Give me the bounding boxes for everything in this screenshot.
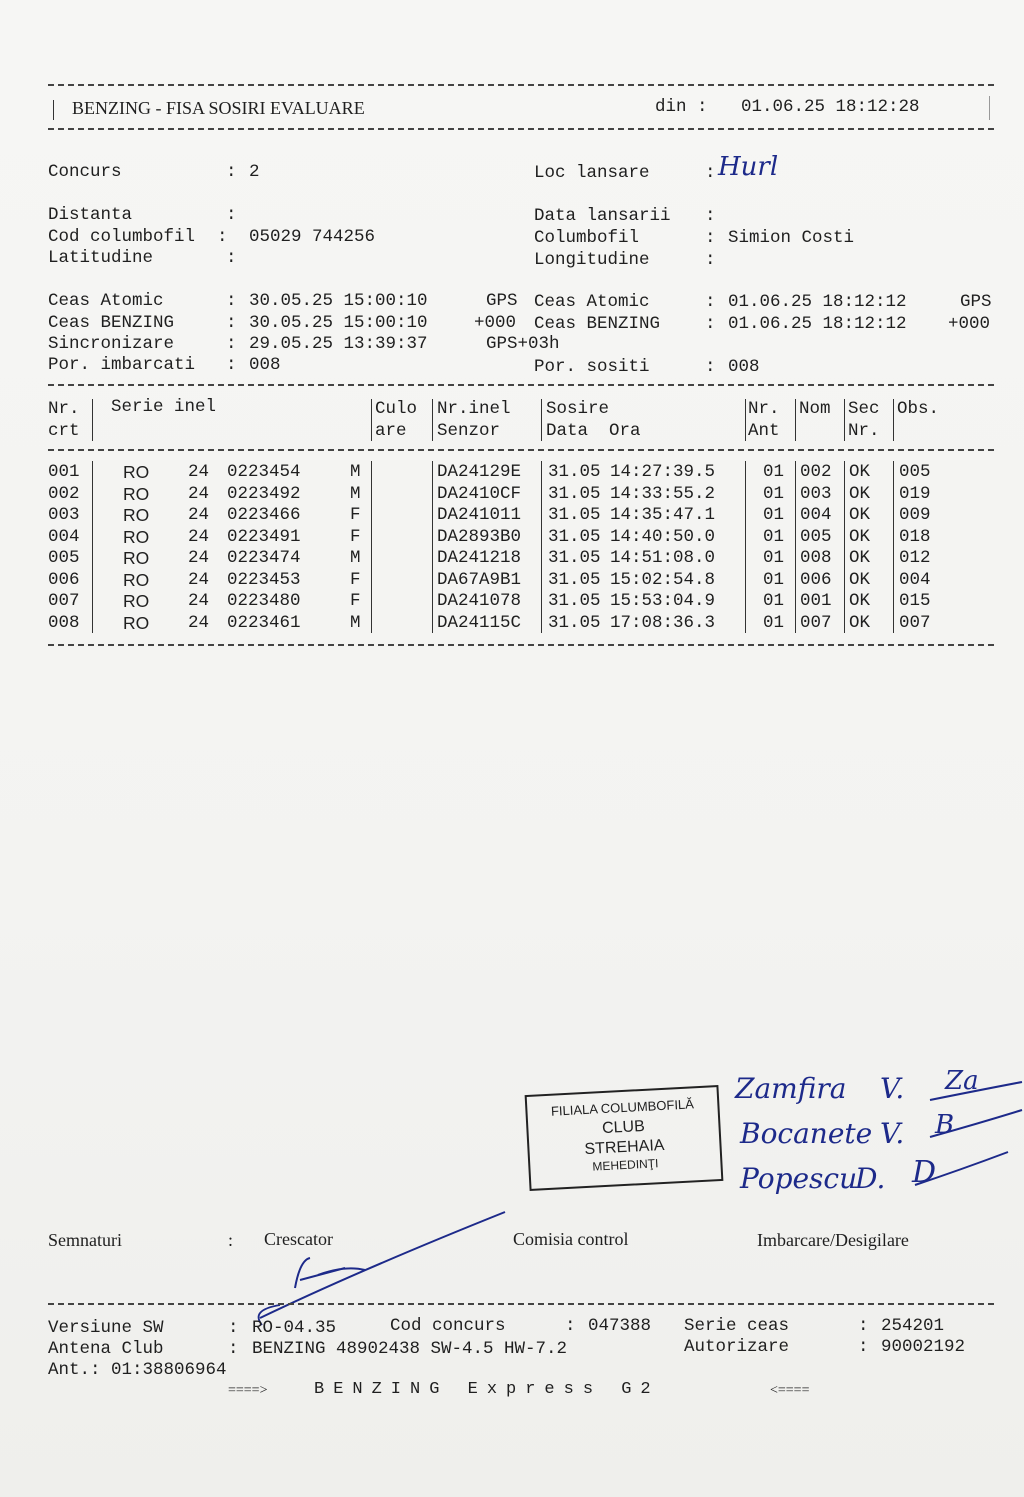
pen-stroke xyxy=(930,1082,1022,1100)
serie-ceas-value: 254201 xyxy=(881,1316,945,1336)
banner-title: BENZING Express G2 xyxy=(314,1380,660,1399)
colon: : xyxy=(705,228,716,248)
col-culoare-2: are xyxy=(375,421,407,441)
cell-year: 24 xyxy=(188,569,210,590)
cell-ring-number: 0223492 xyxy=(227,483,301,504)
colon: : xyxy=(565,1316,576,1336)
cell-nr-inel-senzor: DA241078 xyxy=(437,591,522,611)
cell-sec-nr: OK xyxy=(849,483,871,504)
latitudine-label: Latitudine xyxy=(48,248,154,268)
cell-nom: 004 xyxy=(800,505,832,525)
ceas-benzing-label: Ceas BENZING xyxy=(48,313,175,333)
colon: : xyxy=(705,314,716,334)
commission-signature: D xyxy=(912,1155,937,1190)
ceas-benzing-end-label: Ceas BENZING xyxy=(534,314,661,334)
issued-label: din : xyxy=(655,97,708,117)
signature-imbarcare-desigilare: Imbarcare/Desigilare xyxy=(757,1230,909,1250)
commission-name: Popescu xyxy=(740,1162,858,1195)
ceas-atomic-end: 01.06.25 18:12:12 xyxy=(728,292,907,312)
longitudine-label: Longitudine xyxy=(534,250,650,270)
cell-nom: 007 xyxy=(800,612,832,633)
ceas-benzing-end: 01.06.25 18:12:12 xyxy=(728,314,907,334)
cell-nr-ant: 01 xyxy=(763,548,785,568)
cell-country: RO xyxy=(123,548,150,568)
cell-nr-ant: 01 xyxy=(763,591,785,611)
cell-sosire-ora: 14:27:39.5 xyxy=(610,462,716,482)
crescator-signature-stroke xyxy=(295,1258,365,1288)
ceas-atomic-end-label: Ceas Atomic xyxy=(534,292,650,312)
cell-sex: F xyxy=(350,526,361,547)
cell-sosire-ora: 17:08:36.3 xyxy=(610,612,716,633)
cell-nom: 003 xyxy=(800,483,832,504)
colon: : xyxy=(705,250,716,270)
colon: : xyxy=(226,291,237,311)
antena-club-value: BENZING 48902438 SW-4.5 HW-7.2 xyxy=(252,1339,568,1359)
cell-sex: F xyxy=(350,569,361,590)
cell-nr-inel-senzor: DA2893B0 xyxy=(437,526,522,547)
cell-obs: 012 xyxy=(899,548,931,568)
signature-comisia-control: Comisia control xyxy=(513,1229,629,1249)
cell-nr-crt: 002 xyxy=(48,483,80,504)
por-imbarcati-label: Por. imbarcati xyxy=(48,355,196,375)
cell-nr-inel-senzor: DA2410CF xyxy=(437,483,522,504)
cell-country: RO xyxy=(123,569,150,590)
cell-ring-number: 0223466 xyxy=(227,505,301,525)
commission-signature: Za xyxy=(945,1066,979,1096)
cell-nr-inel-senzor: DA67A9B1 xyxy=(437,569,522,590)
cell-sec-nr: OK xyxy=(849,548,871,568)
ceas-benzing-start: 30.05.25 15:00:10 xyxy=(249,313,428,333)
col-nr-ant: Nr. xyxy=(748,399,780,419)
cell-nr-crt: 006 xyxy=(48,569,80,590)
cell-nr-ant: 01 xyxy=(763,462,785,482)
cell-nr-ant: 01 xyxy=(763,526,785,547)
cell-country: RO xyxy=(123,505,150,525)
versiune-sw-value: RO-04.35 xyxy=(252,1318,337,1338)
sincronizare-suffix: GPS+03h xyxy=(486,334,560,354)
colon: : xyxy=(705,163,716,183)
cell-sosire-ora: 14:51:08.0 xyxy=(610,548,716,568)
col-culoare: Culo xyxy=(375,399,418,419)
col-sosire-2: Data Ora xyxy=(546,421,641,441)
cell-sosire-ora: 15:02:54.8 xyxy=(610,569,716,590)
cod-columbofil-value: 05029 744256 xyxy=(249,227,376,247)
cell-sosire-data: 31.05 xyxy=(548,505,601,525)
por-sositi-label: Por. sositi xyxy=(534,357,650,377)
ceas-benzing-end-suffix: +000 xyxy=(948,314,991,334)
cell-year: 24 xyxy=(188,526,210,547)
cell-nom: 005 xyxy=(800,526,832,547)
cell-sex: M xyxy=(350,612,361,633)
columbofil-label: Columbofil xyxy=(534,228,640,248)
cell-year: 24 xyxy=(188,548,210,568)
cell-year: 24 xyxy=(188,612,210,633)
cell-sosire-ora: 14:33:55.2 xyxy=(610,483,716,504)
col-nr-inel-senzor-2: Senzor xyxy=(437,421,501,441)
cod-columbofil-label: Cod columbofil xyxy=(48,227,196,247)
colon: : xyxy=(858,1316,869,1336)
cell-sosire-data: 31.05 xyxy=(548,462,601,482)
cell-ring-number: 0223491 xyxy=(227,526,301,547)
cell-sec-nr: OK xyxy=(849,505,871,525)
pen-stroke xyxy=(915,1152,1008,1185)
cell-nr-ant: 01 xyxy=(763,569,785,590)
cell-sec-nr: OK xyxy=(849,569,871,590)
signature-crescator: Crescator xyxy=(264,1229,333,1249)
col-nr-crt-2: crt xyxy=(48,421,80,441)
stamp-line-3: STREHAIA xyxy=(584,1136,665,1159)
commission-initial: D. xyxy=(855,1162,886,1195)
cell-nr-crt: 005 xyxy=(48,548,80,568)
cell-nom: 001 xyxy=(800,591,832,611)
col-nr-ant-2: Ant xyxy=(748,421,780,441)
cell-nom: 006 xyxy=(800,569,832,590)
loc-lansare-handwritten: Hurl xyxy=(718,152,779,182)
cell-ring-number: 0223454 xyxy=(227,462,301,482)
cell-sec-nr: OK xyxy=(849,462,871,482)
colon: : xyxy=(226,334,237,354)
cell-country: RO xyxy=(123,526,150,547)
col-nr-inel-senzor: Nr.inel xyxy=(437,399,511,419)
cell-nr-ant: 01 xyxy=(763,505,785,525)
por-sositi-value: 008 xyxy=(728,357,760,377)
antena-club-label: Antena Club xyxy=(48,1339,164,1359)
cell-sex: F xyxy=(350,591,361,611)
cell-nom: 002 xyxy=(800,462,832,482)
stamp-line-1: FILIALA COLUMBOFILĂ xyxy=(550,1096,695,1119)
serie-ceas-label: Serie ceas xyxy=(684,1316,790,1336)
colon: : xyxy=(705,357,716,377)
cell-nr-ant: 01 xyxy=(763,483,785,504)
cell-nom: 008 xyxy=(800,548,832,568)
cell-nr-crt: 007 xyxy=(48,591,80,611)
cell-sosire-ora: 14:35:47.1 xyxy=(610,505,716,525)
cell-sec-nr: OK xyxy=(849,591,871,611)
columbofil-value: Simion Costi xyxy=(728,228,855,248)
colon: : xyxy=(228,1339,239,1359)
antenna-id: Ant.: 01:38806964 xyxy=(48,1360,227,1380)
colon: : xyxy=(705,206,716,226)
cell-year: 24 xyxy=(188,483,210,504)
autorizare-value: 90002192 xyxy=(881,1337,966,1357)
cell-obs: 007 xyxy=(899,612,931,633)
commission-signature: B xyxy=(935,1110,955,1140)
colon: : xyxy=(226,355,237,375)
col-sosire: Sosire xyxy=(546,399,610,419)
cod-concurs-value: 047388 xyxy=(588,1316,652,1336)
cell-nr-inel-senzor: DA24129E xyxy=(437,462,522,482)
cell-year: 24 xyxy=(188,505,210,525)
stamp-line-4: MEHEDINŢI xyxy=(592,1156,659,1174)
cell-sex: M xyxy=(350,548,361,568)
cell-sosire-data: 31.05 xyxy=(548,548,601,568)
cell-obs: 015 xyxy=(899,591,931,611)
commission-name: Bocanete xyxy=(740,1117,873,1150)
colon: : xyxy=(858,1337,869,1357)
cell-country: RO xyxy=(123,483,150,504)
cell-sosire-data: 31.05 xyxy=(548,612,601,633)
cell-sosire-ora: 14:40:50.0 xyxy=(610,526,716,547)
sincronizare-label: Sincronizare xyxy=(48,334,175,354)
cell-nr-crt: 008 xyxy=(48,612,80,633)
col-sec-2: Nr. xyxy=(848,421,880,441)
cell-nr-crt: 003 xyxy=(48,505,80,525)
ceas-atomic-start-suffix: GPS xyxy=(486,291,518,311)
signatures-label: Semnaturi xyxy=(48,1230,122,1250)
cell-obs: 009 xyxy=(899,505,931,525)
cell-ring-number: 0223480 xyxy=(227,591,301,611)
versiune-sw-label: Versiune SW xyxy=(48,1318,164,1338)
colon: : xyxy=(226,205,237,225)
cell-obs: 019 xyxy=(899,483,931,504)
colon: : xyxy=(228,1230,234,1250)
cell-sex: M xyxy=(350,483,361,504)
distanta-label: Distanta xyxy=(48,205,133,225)
concurs-label: Concurs xyxy=(48,162,122,182)
cell-sex: M xyxy=(350,462,361,482)
pen-stroke xyxy=(930,1110,1022,1137)
cell-nr-ant: 01 xyxy=(763,612,785,633)
commission-name: Zamfira xyxy=(735,1072,847,1105)
cell-obs: 005 xyxy=(899,462,931,482)
cell-sec-nr: OK xyxy=(849,612,871,633)
cell-sosire-ora: 15:53:04.9 xyxy=(610,591,716,611)
cell-sosire-data: 31.05 xyxy=(548,569,601,590)
data-lansarii-label: Data lansarii xyxy=(534,206,671,226)
colon: : xyxy=(228,1318,239,1338)
col-nom: Nom xyxy=(799,399,831,419)
stamp-line-2: CLUB xyxy=(601,1117,646,1138)
ceas-atomic-end-suffix: GPS xyxy=(960,292,992,312)
cell-sosire-data: 31.05 xyxy=(548,591,601,611)
sincronizare-value: 29.05.25 13:39:37 xyxy=(249,334,428,354)
colon: : xyxy=(226,162,237,182)
colon: : xyxy=(226,248,237,268)
col-nr-crt: Nr. xyxy=(48,399,80,419)
colon: : xyxy=(217,227,228,247)
commission-initial: V. xyxy=(880,1072,905,1105)
cell-ring-number: 0223474 xyxy=(227,548,301,568)
cell-sec-nr: OK xyxy=(849,526,871,547)
autorizare-label: Autorizare xyxy=(684,1337,790,1357)
divider xyxy=(48,1303,994,1305)
colon: : xyxy=(705,292,716,312)
ceas-atomic-label: Ceas Atomic xyxy=(48,291,164,311)
ceas-benzing-start-suffix: +000 xyxy=(474,313,517,333)
ceas-atomic-start: 30.05.25 15:00:10 xyxy=(249,291,428,311)
cell-nr-inel-senzor: DA241218 xyxy=(437,548,522,568)
cell-obs: 004 xyxy=(899,569,931,590)
cell-sex: F xyxy=(350,505,361,525)
cell-country: RO xyxy=(123,612,150,633)
cell-sosire-data: 31.05 xyxy=(548,526,601,547)
concurs-value: 2 xyxy=(249,162,260,182)
col-serie-inel: Serie inel xyxy=(111,397,217,417)
cell-nr-inel-senzor: DA241011 xyxy=(437,505,522,525)
loc-lansare-label: Loc lansare xyxy=(534,163,650,183)
cell-year: 24 xyxy=(188,591,210,611)
document-title: BENZING - FISA SOSIRI EVALUARE xyxy=(72,98,365,118)
cell-nr-inel-senzor: DA24115C xyxy=(437,612,522,633)
cell-nr-crt: 001 xyxy=(48,462,80,482)
cell-sosire-data: 31.05 xyxy=(548,483,601,504)
cell-obs: 018 xyxy=(899,526,931,547)
col-obs: Obs. xyxy=(897,399,940,419)
cell-country: RO xyxy=(123,591,150,611)
issued-datetime: 01.06.25 18:12:28 xyxy=(741,97,920,117)
banner-left-arrow: ====> xyxy=(228,1383,268,1398)
cell-country: RO xyxy=(123,462,150,482)
cell-ring-number: 0223461 xyxy=(227,612,301,633)
col-sec: Sec xyxy=(848,399,880,419)
colon: : xyxy=(226,313,237,333)
cod-concurs-label: Cod concurs xyxy=(390,1316,506,1336)
cell-year: 24 xyxy=(188,462,210,482)
cell-nr-crt: 004 xyxy=(48,526,80,547)
banner-right-arrow: <==== xyxy=(770,1383,810,1398)
cell-ring-number: 0223453 xyxy=(227,569,301,590)
por-imbarcati-value: 008 xyxy=(249,355,281,375)
commission-initial: V. xyxy=(880,1117,905,1150)
